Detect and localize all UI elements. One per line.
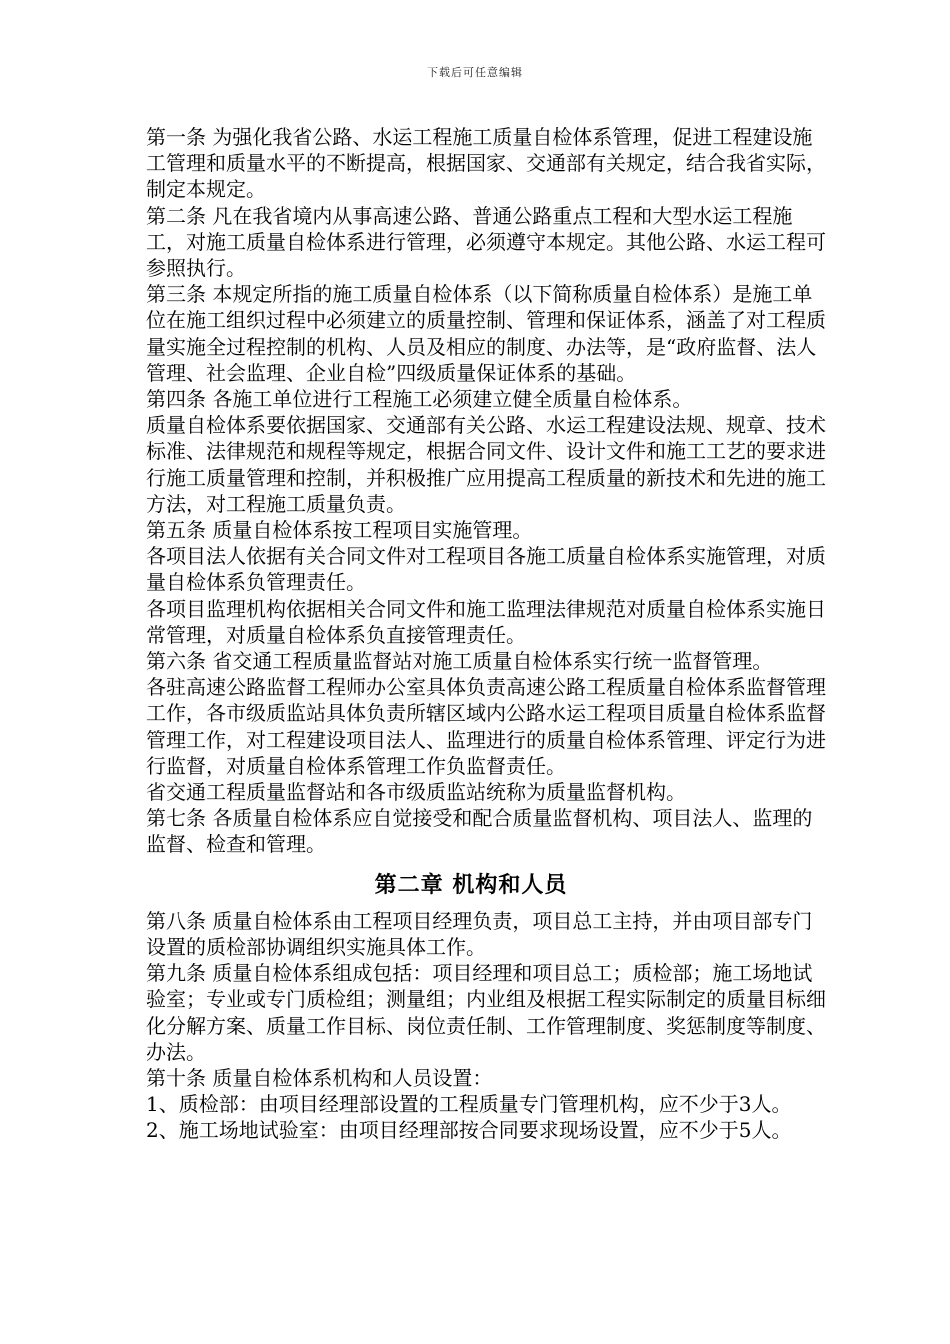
article-7: 第七条 各质量自检体系应自觉接受和配合质量监督机构、项目法人、监理的监督、检查和管理。 <box>146 806 813 857</box>
article-3: 第三条 本规定所指的施工质量自检体系（以下简称质量自检体系）是施工单位在施工组织过程中必须建立的质量控制、管理和保证体系，涵盖了对工程质量实施全过程控制的机构、人员及相应的制度、办法等，是“政府监督、法人管理、社会监理、企业自检”四级质量保证体系的基础。 <box>146 282 826 385</box>
article-9: 第九条 质量自检体系组成包括：项目经理和项目总工；质检部；施工场地试验室；专业或专门质检组；测量组；内业组及根据工程实际制定的质量目标细化分解方案、质量工作目标、岗位责任制、工作管理制度、奖惩制度等制度、办法。 <box>146 961 826 1064</box>
article-5-paragraph-1: 各项目法人依据有关合同文件对工程项目各施工质量自检体系实施管理，对质量自检体系负管理责任。 <box>146 544 826 595</box>
article-4-paragraph: 质量自检体系要依据国家、交通部有关公路、水运工程建设法规、规章、技术标准、法律规范和规程等规定，根据合同文件、设计文件和施工工艺的要求进行施工质量管理和控制，并积极推广应用提高工程质量的新技术和先进的施工方法，对工程施工质量负责。 <box>146 413 826 516</box>
chapter-1-section <box>146 124 826 858</box>
article-5: 第五条 质量自检体系按工程项目实施管理。 <box>146 518 533 543</box>
article-6-paragraph-1: 各驻高速公路监督工程师办公室具体负责高速公路工程质量自检体系监督管理工作，各市级质监站具体负责所辖区域内公路水运工程项目质量自检体系监督管理工作，对工程建设项目法人、监理进行的质量自检体系管理、评定行为进行监督，对质量自检体系管理工作负监督责任。 <box>146 675 826 778</box>
article-6: 第六条 省交通工程质量监督站对施工质量自检体系实行统一监督管理。 <box>146 649 773 674</box>
article-10-item-2: 2、施工场地试验室：由项目经理部按合同要求现场设置，应不少于5人。 <box>146 1118 792 1143</box>
article-5-paragraph-2: 各项目监理机构依据相关合同文件和施工监理法律规范对质量自检体系实施日常管理，对质量自检体系负直接管理责任。 <box>146 596 826 647</box>
chapter-2-section <box>146 908 826 1144</box>
document-body <box>146 124 826 1144</box>
chapter-2-title: 第二章 机构和人员 <box>374 871 568 898</box>
article-4: 第四条 各施工单位进行工程施工必须建立健全质量自检体系。 <box>146 387 693 412</box>
article-2: 第二条 凡在我省境内从事高速公路、普通公路重点工程和大型水运工程施工，对施工质量自检体系进行管理，必须遵守本规定。其他公路、水运工程可参照执行。 <box>146 203 826 281</box>
article-10-item-1: 1、质检部：由项目经理部设置的工程质量专门管理机构，应不少于3人。 <box>146 1092 792 1117</box>
page-header: 下载后可任意编辑 <box>427 66 523 79</box>
article-8: 第八条 质量自检体系由工程项目经理负责，项目总工主持，并由项目部专门设置的质检部协调组织实施具体工作。 <box>146 908 813 959</box>
article-10: 第十条 质量自检体系机构和人员设置： <box>146 1065 493 1090</box>
article-1: 第一条 为强化我省公路、水运工程施工质量自检体系管理，促进工程建设施工管理和质量水平的不断提高，根据国家、交通部有关规定，结合我省实际，制定本规定。 <box>146 125 826 202</box>
article-6-paragraph-2: 省交通工程质量监督站和各市级质监站统称为质量监督机构。 <box>146 780 686 805</box>
